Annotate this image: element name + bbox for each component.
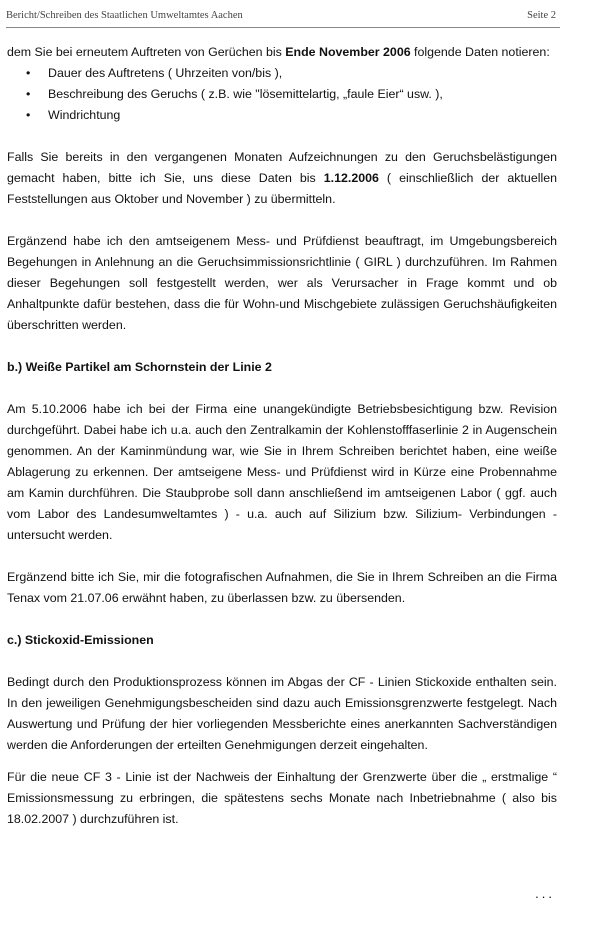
emphasized-text: Ende November 2006 [285, 45, 411, 59]
bullet-item: • Beschreibung des Geruchs ( z.B. wie "lösemittelartig, „faule Eier“ usw. ), [7, 84, 557, 105]
paragraph-spacer [7, 336, 557, 357]
body-paragraph [7, 231, 557, 336]
paragraph-text: Falls Sie bereits in den vergangenen Monaten Aufzeichnungen zu den Geruchsbelästigungen gemacht haben, bitte ich Sie, uns diese Daten bis [7, 150, 557, 185]
body-paragraph [7, 42, 557, 63]
paragraph-text: Ergänzend bitte ich Sie, mir die fotografischen Aufnahmen, die Sie in Ihrem Schreiben an die Firma Tenax vom 21.07.06 erwähnt haben, zu überlassen bzw. zu übersenden. [7, 570, 557, 605]
continuation-marker: ... [535, 886, 555, 901]
header-title: Bericht/Schreiben des Staatlichen Umweltamtes Aachen [6, 10, 243, 21]
bullet-item: • Dauer des Auftretens ( Uhrzeiten von/bis ), [7, 63, 557, 84]
paragraph-spacer [7, 651, 557, 672]
paragraph-spacer [7, 546, 557, 567]
paragraph-spacer [7, 210, 557, 231]
paragraph-spacer [7, 609, 557, 630]
paragraph-text: folgende Daten notieren: [410, 45, 550, 59]
paragraph-spacer [7, 378, 557, 399]
page-number: Seite 2 [527, 10, 556, 21]
bullet-item: • Windrichtung [7, 105, 557, 126]
body-paragraph [7, 767, 557, 830]
bullet-list [7, 63, 557, 126]
paragraph-text: dem Sie bei erneutem Auftreten von Gerüchen bis [7, 45, 286, 59]
section-heading: b.) Weiße Partikel am Schornstein der Linie 2 [7, 360, 272, 374]
body-paragraph [7, 147, 557, 210]
body-paragraph [7, 567, 557, 609]
paragraph-spacer [7, 756, 557, 767]
document-body [7, 42, 557, 830]
emphasized-text: 1.12.2006 [323, 171, 379, 185]
section-heading: c.) Stickoxid-Emissionen [7, 633, 154, 647]
header-divider [6, 27, 560, 28]
body-paragraph [7, 399, 557, 546]
paragraph-text: Bedingt durch den Produktionsprozess können im Abgas der CF - Linien Stickoxide enthalten sein. In den jeweiligen Genehmigungsbescheiden sind dazu auch Emissionsgrenzwerte festgelegt. Nach Auswertung und Prüfung der hier vorliegenden Messberichte eines anerkannten Sachverständigen werden die Anforderungen der erteilten Genehmigungen derzeit eingehalten. [7, 675, 557, 752]
paragraph-text: Für die neue CF 3 - Linie ist der Nachweis der Einhaltung der Grenzwerte über die „ erstmalige “ Emissionsmessung zu erbringen, die spätestens sechs Monate nach Inbetriebnahme ( also bis 18.02.2007 ) durchzuführen ist. [7, 770, 557, 826]
paragraph-text: ( einschließlich der aktuellen Feststellungen aus Oktober und November ) zu übermitteln. [7, 171, 557, 206]
body-paragraph [7, 672, 557, 756]
paragraph-text: Ergänzend habe ich den amtseigenem Mess- und Prüfdienst beauftragt, im Umgebungsbereich Begehungen in Anlehnung an die Geruchsimmissionsrichtlinie ( GIRL ) durchzuführen. Im Rahmen dieser Begehungen soll festgestellt werden, wer als Verursacher in Frage kommt und ob Anhaltpunkte dafür bestehen, dass die für Wohn-und Mischgebiete zulässigen Geruchshäufigkeiten überschritten werden. [7, 234, 557, 332]
paragraph-spacer [7, 126, 557, 147]
paragraph-text: Am 5.10.2006 habe ich bei der Firma eine unangekündigte Betriebsbesichtigung bzw. Revision durchgeführt. Dabei habe ich u.a. auch den Zentralkamin der Kohlenstofffaserlinie 2 in Augenschein genommen. An der Kaminmündung war, wie Sie in Ihrem Schreiben berichtet haben, eine weiße Ablagerung zu erkennen. Der amtseigene Mess- und Prüfdienst wird in Kürze eine Probennahme am Kamin durchführen. Die Staubprobe soll dann anschließend im amtseigenen Labor ( ggf. auch vom Labor des Landesumweltamtes ) - u.a. auch auf Silizium bzw. Silizium- Verbindungen - untersucht werden. [7, 402, 557, 542]
